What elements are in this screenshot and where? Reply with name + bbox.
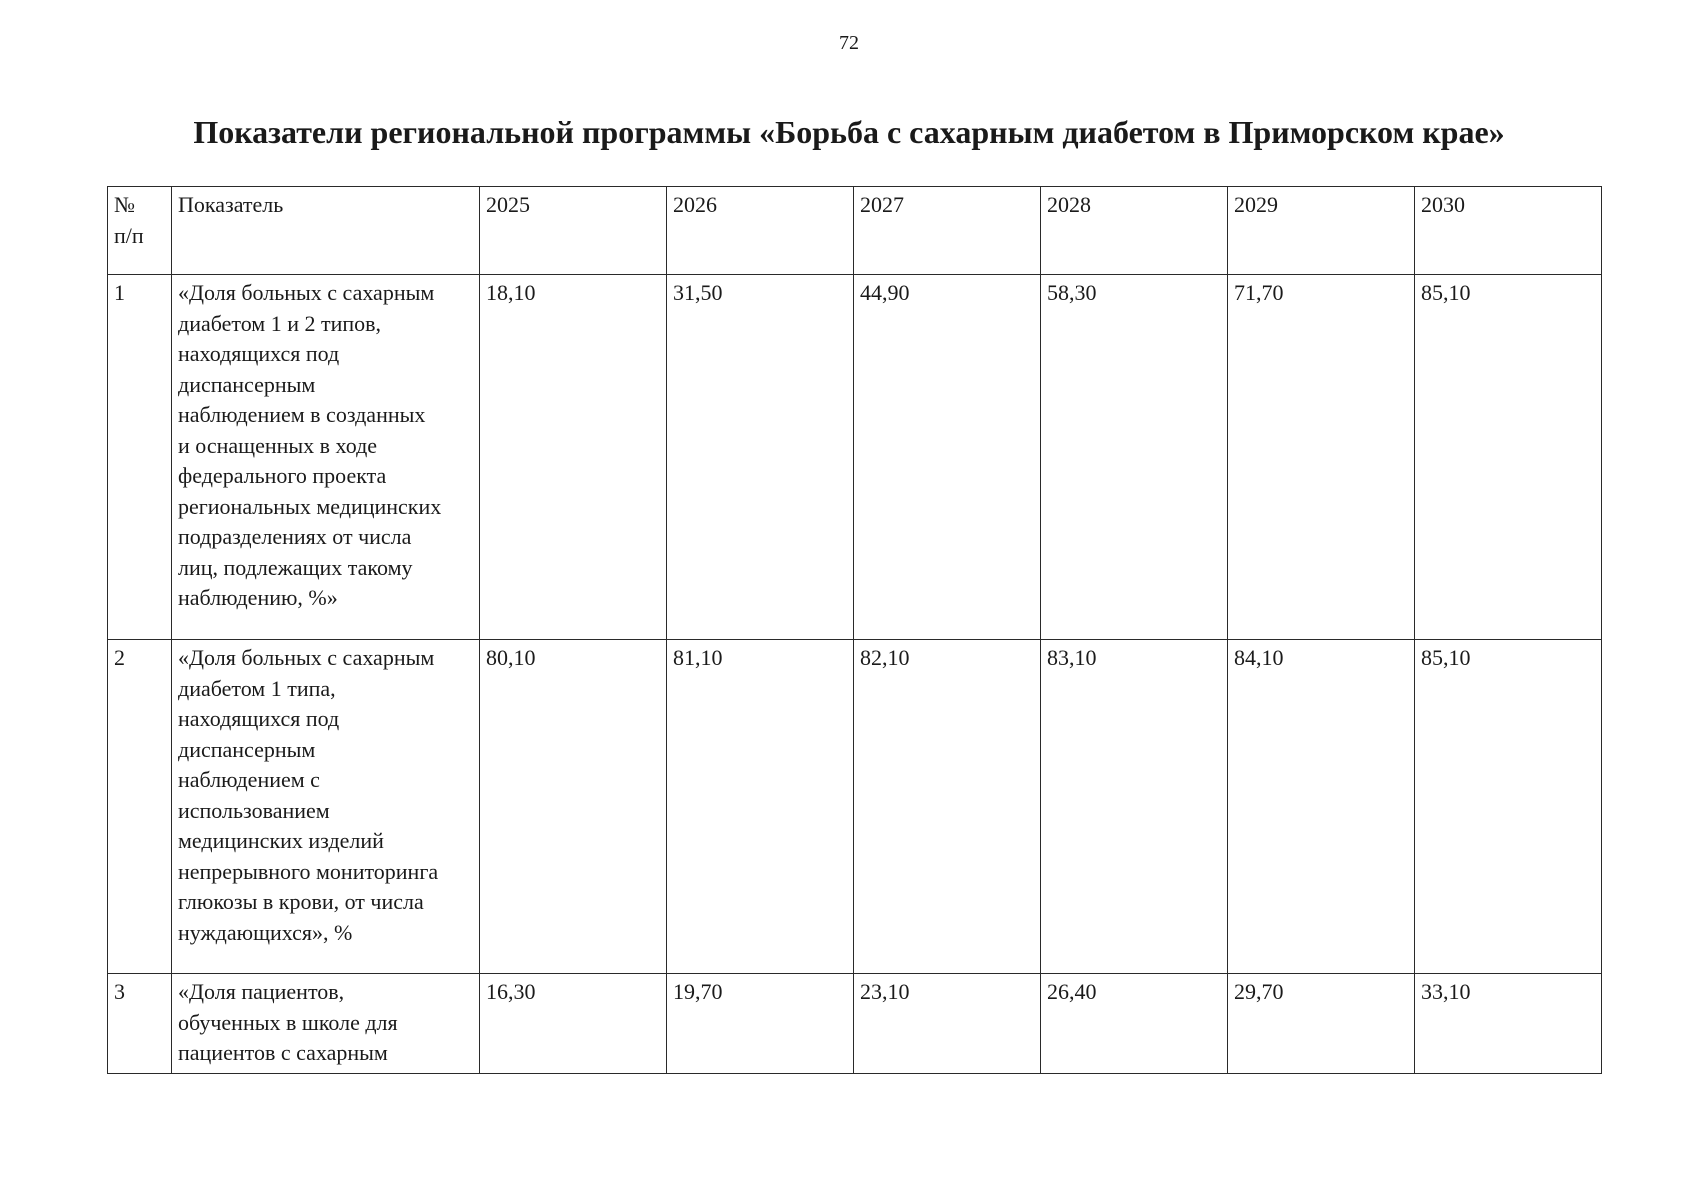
value-cell: 31,50 bbox=[667, 275, 854, 640]
header-year-2030: 2030 bbox=[1415, 187, 1602, 275]
page-number: 72 bbox=[839, 32, 859, 54]
indicator-name: «Доля пациентов, обученных в школе для пациентов с сахарным bbox=[172, 974, 480, 1074]
value-cell: 18,10 bbox=[480, 275, 667, 640]
table-row bbox=[108, 275, 1602, 640]
value-cell: 33,10 bbox=[1415, 974, 1602, 1074]
indicators-table bbox=[107, 186, 1602, 1074]
row-number: 2 bbox=[108, 640, 172, 974]
header-year-2026: 2026 bbox=[667, 187, 854, 275]
value-cell: 29,70 bbox=[1228, 974, 1415, 1074]
value-cell: 85,10 bbox=[1415, 640, 1602, 974]
value-cell: 82,10 bbox=[854, 640, 1041, 974]
header-indicator: Показатель bbox=[172, 187, 480, 275]
header-year-2029: 2029 bbox=[1228, 187, 1415, 275]
indicator-name: «Доля больных с сахарным диабетом 1 и 2 типов, находящихся под диспансерным наблюдением в созданных и оснащенных в ходе федерального проекта региональных медицинских подразделениях от числа лиц, подлежащих такому наблюдению, %» bbox=[172, 275, 480, 640]
value-cell: 23,10 bbox=[854, 974, 1041, 1074]
value-cell: 26,40 bbox=[1041, 974, 1228, 1074]
value-cell: 71,70 bbox=[1228, 275, 1415, 640]
table-row bbox=[108, 640, 1602, 974]
row-number: 1 bbox=[108, 275, 172, 640]
row-number: 3 bbox=[108, 974, 172, 1074]
value-cell: 16,30 bbox=[480, 974, 667, 1074]
value-cell: 84,10 bbox=[1228, 640, 1415, 974]
table-row bbox=[108, 974, 1602, 1074]
value-cell: 85,10 bbox=[1415, 275, 1602, 640]
table-header-row bbox=[108, 187, 1602, 275]
header-year-2025: 2025 bbox=[480, 187, 667, 275]
indicator-name: «Доля больных с сахарным диабетом 1 типа, находящихся под диспансерным наблюдением с использованием медицинских изделий непрерывного мониторинга глюкозы в крови, от числа нуждающихся», % bbox=[172, 640, 480, 974]
value-cell: 44,90 bbox=[854, 275, 1041, 640]
value-cell: 19,70 bbox=[667, 974, 854, 1074]
value-cell: 81,10 bbox=[667, 640, 854, 974]
value-cell: 83,10 bbox=[1041, 640, 1228, 974]
header-year-2027: 2027 bbox=[854, 187, 1041, 275]
header-number: № п/п bbox=[108, 187, 172, 275]
value-cell: 58,30 bbox=[1041, 275, 1228, 640]
document-title: Показатели региональной программы «Борьба с сахарным диабетом в Приморском крае» bbox=[193, 114, 1505, 150]
value-cell: 80,10 bbox=[480, 640, 667, 974]
header-year-2028: 2028 bbox=[1041, 187, 1228, 275]
